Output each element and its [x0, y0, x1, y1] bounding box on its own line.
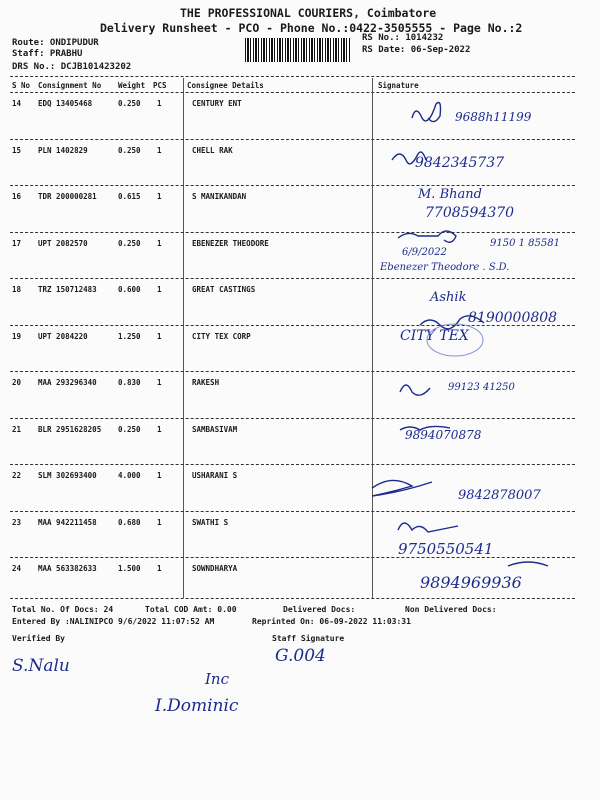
row-consignee: SWATHI S: [192, 517, 229, 527]
handwritten-name: I.Dominic: [155, 696, 239, 716]
row-consignment-no: PLN 1402829: [38, 145, 88, 155]
row-weight: 0.250: [118, 424, 141, 434]
row-consignment-no: MAA 942211458: [38, 517, 97, 527]
total-cod: Total COD Amt: 0.00: [145, 605, 237, 614]
row-signature: CITY TEX: [400, 328, 469, 344]
row-weight: 1.500: [118, 564, 141, 573]
row-weight: 0.830: [118, 378, 141, 387]
row-sno: 18: [12, 285, 22, 294]
row-consignee: S MANIKANDAN: [192, 192, 247, 201]
row-consignment-no: EDQ 13405468: [38, 99, 93, 108]
signature-date: 6/9/2022: [402, 247, 447, 258]
row-sno: 21: [12, 424, 22, 434]
row-signature: 9842345737: [415, 155, 505, 171]
row-sno: 15: [12, 145, 22, 155]
row-weight: 0.615: [118, 192, 141, 201]
row-weight: 0.250: [118, 99, 141, 108]
row-pcs: 1: [157, 192, 162, 201]
entered-by: Entered By :NALINIPCO 9/6/2022 11:07:52 AM: [12, 617, 215, 626]
row-consignee: CENTURY ENT: [192, 99, 242, 108]
row-consignment-no: SLM 302693400: [38, 471, 97, 480]
row-signature: 9894070878: [405, 428, 482, 442]
table-bottom-rule: [10, 598, 575, 599]
route-label: Route: ONDIPUDUR: [12, 38, 99, 48]
row-weight: 0.250: [118, 145, 141, 155]
row-consignment-no: UPT 2084220: [38, 331, 88, 341]
row-consignee: CITY TEX CORP: [192, 331, 251, 341]
row-pcs: 1: [157, 378, 162, 387]
row-pcs: 1: [157, 238, 162, 248]
row-sno: 19: [12, 331, 22, 341]
row-pcs: 1: [157, 471, 162, 480]
row-signature: 9750550541: [398, 540, 494, 558]
row-sno: 23: [12, 517, 22, 527]
company-title: THE PROFESSIONAL COURIERS, Coimbatore: [180, 6, 437, 20]
col-header-sno: S No: [12, 81, 31, 90]
col-header-weight: Weight: [118, 81, 146, 90]
row-weight: 1.250: [118, 331, 141, 341]
row-sno: 14: [12, 99, 22, 108]
runsheet-subtitle: Delivery Runsheet - PCO - Phone No.:0422-3505555 - Page No.:2: [100, 21, 523, 35]
verifier-signature: S.Nalu: [12, 656, 70, 676]
row-pcs: 1: [157, 145, 162, 155]
row-pcs: 1: [157, 424, 162, 434]
row-consignment-no: TDR 200000281: [38, 192, 97, 201]
staff-label: Staff: PRABHU: [12, 49, 83, 59]
row-signature: 8190000808: [468, 310, 558, 326]
row-consignee: USHARANI S: [192, 471, 238, 480]
signature-name: Ashik: [430, 290, 467, 305]
row-signature: 9842878007: [458, 488, 541, 503]
signature-name: Ebenezer Theodore . S.D.: [380, 262, 510, 273]
row-signature: 9894969936: [420, 573, 522, 592]
row-consignee: RAKESH: [192, 378, 220, 387]
col-header-consignee: Consignee Details: [187, 81, 264, 90]
row-sno: 20: [12, 378, 22, 387]
stamp-seal: [427, 324, 483, 356]
rs-number: RS No.: 1014232: [362, 33, 444, 43]
staff-signature: G.004: [275, 646, 326, 666]
row-sno: 16: [12, 192, 22, 201]
row-pcs: 1: [157, 99, 162, 108]
row-weight: 0.680: [118, 517, 141, 527]
signature-name: M. Bhand: [418, 187, 482, 202]
col-header-signature: Signature: [378, 81, 419, 90]
drs-number: DRS No.: DCJB101423202: [12, 62, 132, 72]
non-delivered-docs: Non Delivered Docs:: [405, 605, 497, 614]
row-weight: 4.000: [118, 471, 141, 480]
row-consignee: SOWNDHARYA: [192, 564, 238, 573]
row-consignment-no: BLR 2951628205: [38, 424, 102, 434]
row-consignment-no: UPT 2082570: [38, 238, 88, 248]
row-sno: 24: [12, 564, 22, 573]
reprinted-on: Reprinted On: 06-09-2022 11:03:31: [252, 617, 411, 626]
row-pcs: 1: [157, 517, 162, 527]
verified-by-label: Verified By: [12, 634, 65, 643]
row-weight: 0.250: [118, 238, 141, 248]
col-header-consignment: Consignment No: [38, 81, 102, 90]
row-signature: 9150 1 85581: [490, 238, 560, 249]
row-weight: 0.600: [118, 285, 141, 294]
row-pcs: 1: [157, 564, 162, 573]
staff-signature-label: Staff Signature: [272, 634, 345, 643]
row-sno: 17: [12, 238, 22, 248]
row-signature: 7708594370: [425, 205, 515, 221]
row-consignment-no: MAA 293296340: [38, 378, 97, 387]
row-sno: 22: [12, 471, 22, 480]
total-docs: Total No. Of Docs: 24: [12, 605, 114, 614]
row-pcs: 1: [157, 285, 162, 294]
delivered-docs: Delivered Docs:: [283, 605, 356, 614]
row-consignee: EBENEZER THEODORE: [192, 238, 269, 248]
handwritten-note: Inc: [205, 670, 229, 688]
row-consignment-no: TRZ 150712483: [38, 285, 97, 294]
rs-date: RS Date: 06-Sep-2022: [362, 45, 471, 55]
row-consignee: SAMBASIVAM: [192, 424, 238, 434]
row-signature: 9688h11199: [455, 110, 532, 124]
row-consignee: CHELL RAK: [192, 145, 233, 155]
row-pcs: 1: [157, 331, 162, 341]
row-consignee: GREAT CASTINGS: [192, 285, 256, 294]
row-consignment-no: MAA 563382633: [38, 564, 97, 573]
col-header-pcs: PCS: [153, 81, 167, 90]
row-signature: 99123 41250: [448, 382, 515, 393]
